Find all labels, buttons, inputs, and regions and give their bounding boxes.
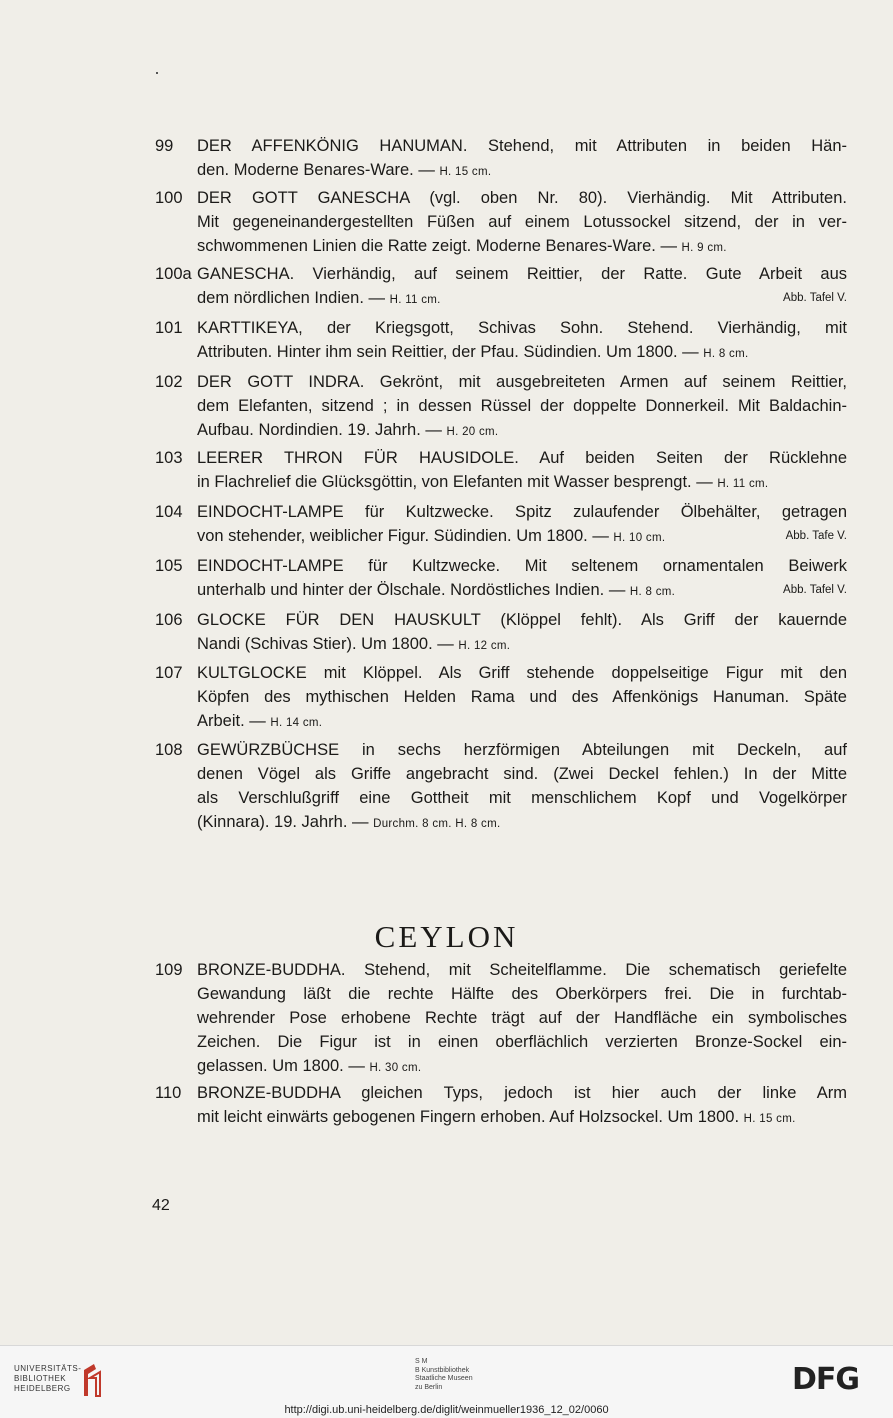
entry-line: (Kinnara). 19. Jahrh. — Durchm. 8 cm. H. 8 cm. (197, 813, 501, 831)
entry-line: LEERER THRON FÜR HAUSIDOLE. Auf beiden Seiten der Rücklehne (197, 449, 847, 467)
entry-line: in Flachrelief die Glücksgöttin, von Elefanten mit Wasser besprengt. — H. 11 cm. (197, 473, 769, 491)
catalog-entry (155, 446, 847, 496)
university-library-label[interactable]: UNIVERSITÄTS- BIBLIOTHEK HEIDELBERG (14, 1364, 82, 1393)
page-number: 42 (152, 1197, 170, 1214)
entry-text (197, 370, 847, 444)
entry-text (197, 262, 847, 312)
entry-line: Arbeit. — H. 14 cm. (197, 712, 323, 730)
plate-reference: Abb. Tafel V. (783, 584, 847, 596)
speck (156, 72, 158, 74)
entry-line: von stehender, weiblicher Figur. Südindien. Um 1800. — H. 10 cm. Abb. Tafe V. (197, 524, 847, 550)
section-heading: CEYLON (374, 918, 519, 954)
entry-line: den. Moderne Benares-Ware. — H. 15 cm. (197, 161, 492, 179)
entry-text (197, 316, 847, 366)
entry-line: GEWÜRZBÜCHSE in sechs herzförmigen Abteilungen mit Deckeln, auf (197, 741, 847, 759)
catalog-entry (155, 316, 847, 366)
catalog-entry (155, 608, 847, 658)
entry-number: 102 (155, 373, 183, 391)
entry-size: H. 10 cm. (613, 532, 666, 544)
entry-line: Nandi (Schivas Stier). Um 1800. — H. 12 cm. (197, 635, 511, 653)
entry-line: KARTTIKEYA, der Kriegsgott, Schivas Sohn. Stehend. Vierhändig, mit (197, 319, 847, 337)
entry-line: wehrender Pose erhobene Rechte trägt auf der Handfläche ein symbolisches (197, 1009, 847, 1027)
entry-text (197, 554, 847, 604)
entry-text (197, 134, 847, 184)
catalog-entry (155, 186, 847, 260)
entry-size: H. 8 cm. (703, 348, 749, 360)
entry-size: H. 9 cm. (681, 242, 727, 254)
entry-size: H. 11 cm. (717, 478, 769, 490)
entry-line: GANESCHA. Vierhändig, auf seinem Reittier, der Ratte. Gute Arbeit aus (197, 265, 847, 283)
entry-size: H. 14 cm. (270, 717, 323, 729)
entry-size: H. 11 cm. (389, 294, 441, 306)
entry-number: 100a (155, 265, 192, 283)
entry-line: Attributen. Hinter ihm sein Reittier, der Pfau. Südindien. Um 1800. — H. 8 cm. (197, 343, 749, 361)
entry-number: 105 (155, 557, 183, 575)
plate-reference: Abb. Tafel V. (783, 292, 847, 304)
entry-size: H. 30 cm. (369, 1062, 422, 1074)
entry-line: Mit gegeneinandergestellten Füßen auf einem Lotussockel sitzend, der in ver- (197, 213, 847, 231)
catalog-entry (155, 1081, 847, 1131)
entry-number: 103 (155, 449, 183, 467)
entry-line: schwommenen Linien die Ratte zeigt. Moderne Benares-Ware. — H. 9 cm. (197, 237, 727, 255)
entry-line: Zeichen. Die Figur ist in einen oberflächlich verzierten Bronze-Sockel ein- (197, 1033, 847, 1051)
entry-size: H. 20 cm. (446, 426, 499, 438)
entry-line: DER GOTT GANESCHA (vgl. oben Nr. 80). Vierhändig. Mit Attributen. (197, 189, 847, 207)
entry-text (197, 661, 847, 735)
entry-line: dem Elefanten, sitzend ; in dessen Rüssel der doppelte Donnerkeil. Mit Baldachin- (197, 397, 847, 415)
entry-line: DER AFFENKÖNIG HANUMAN. Stehend, mit Attributen in beiden Hän- (197, 137, 847, 155)
entry-number: 104 (155, 503, 183, 521)
entry-size: H. 15 cm. (743, 1113, 796, 1125)
catalog-entry (155, 500, 847, 550)
entry-number: 106 (155, 611, 183, 629)
entry-line: BRONZE-BUDDHA. Stehend, mit Scheitelflamme. Die schematisch geriefelte (197, 961, 847, 979)
catalog-entry (155, 958, 847, 1080)
entry-number: 100 (155, 189, 183, 207)
catalog-entry (155, 262, 847, 312)
entry-line: Gewandung läßt die rechte Hälfte des Oberkörpers frei. Die in furchtab- (197, 985, 847, 1003)
entry-number: 99 (155, 137, 174, 155)
entry-line: GLOCKE FÜR DEN HAUSKULT (Klöppel fehlt). Als Griff der kauernde (197, 611, 847, 629)
entry-line: EINDOCHT-LAMPE für Kultzwecke. Spitz zulaufender Ölbehälter, getragen (197, 503, 847, 521)
catalog-entry (155, 738, 847, 836)
catalog-entry (155, 134, 847, 184)
entry-size: H. 8 cm. (629, 586, 676, 598)
entry-line: dem nördlichen Indien. — H. 11 cm. Abb. Tafel V. (197, 286, 847, 312)
dfg-logo[interactable]: DFG (792, 1362, 860, 1397)
university-library-logo-icon[interactable] (76, 1360, 106, 1405)
entry-text (197, 738, 847, 836)
entry-line: KULTGLOCKE mit Klöppel. Als Griff stehende doppelseitige Figur mit den (197, 664, 847, 682)
entry-size: H. 15 cm. (439, 166, 492, 178)
entry-size: H. 12 cm. (458, 640, 511, 652)
entry-text (197, 958, 847, 1080)
entry-line: unterhalb und hinter der Ölschale. Nordöstliches Indien. — H. 8 cm. Abb. Tafel V. (197, 578, 847, 604)
source-url-link[interactable]: http://digi.ub.uni-heidelberg.de/diglit/weinmueller1936_12_02/0060 (284, 1404, 609, 1416)
catalog-entry (155, 661, 847, 735)
entry-number: 108 (155, 741, 183, 759)
entry-size: Durchm. 8 cm. H. 8 cm. (373, 818, 501, 830)
entry-line: mit leicht einwärts gebogenen Fingern erhoben. Auf Holzsockel. Um 1800. H. 15 cm. (197, 1108, 796, 1126)
entry-text (197, 186, 847, 260)
entry-line: BRONZE-BUDDHA gleichen Typs, jedoch ist hier auch der linke Arm (197, 1084, 847, 1102)
entry-line: EINDOCHT-LAMPE für Kultzwecke. Mit seltenem ornamentalen Beiwerk (197, 557, 847, 575)
smb-kunstbibliothek-label[interactable]: S M B Kunstbibliothek Staatliche Museen zu Berlin (415, 1358, 473, 1391)
entry-text (197, 446, 847, 496)
catalog-entry (155, 554, 847, 604)
entry-number: 109 (155, 961, 183, 979)
entry-text (197, 500, 847, 550)
catalog-entry (155, 370, 847, 444)
entry-number: 110 (155, 1084, 182, 1102)
entry-line: als Verschlußgriff eine Gottheit mit menschlichem Kopf und Vogelkörper (197, 789, 847, 807)
entry-text (197, 608, 847, 658)
entry-number: 107 (155, 664, 183, 682)
footer-bar (0, 1345, 893, 1418)
entry-line: Köpfen des mythischen Helden Rama und des Affenkönigs Hanuman. Späte (197, 688, 847, 706)
plate-reference: Abb. Tafe V. (785, 530, 847, 542)
entry-text (197, 1081, 847, 1131)
entry-number: 101 (155, 319, 183, 337)
entry-line: DER GOTT INDRA. Gekrönt, mit ausgebreiteten Armen auf seinem Reittier, (197, 373, 847, 391)
entry-line: Aufbau. Nordindien. 19. Jahrh. — H. 20 cm. (197, 421, 499, 439)
entry-line: gelassen. Um 1800. — H. 30 cm. (197, 1057, 422, 1075)
entry-line: denen Vögel als Griffe angebracht sind. (Zwei Deckel fehlen.) In der Mitte (197, 765, 847, 783)
